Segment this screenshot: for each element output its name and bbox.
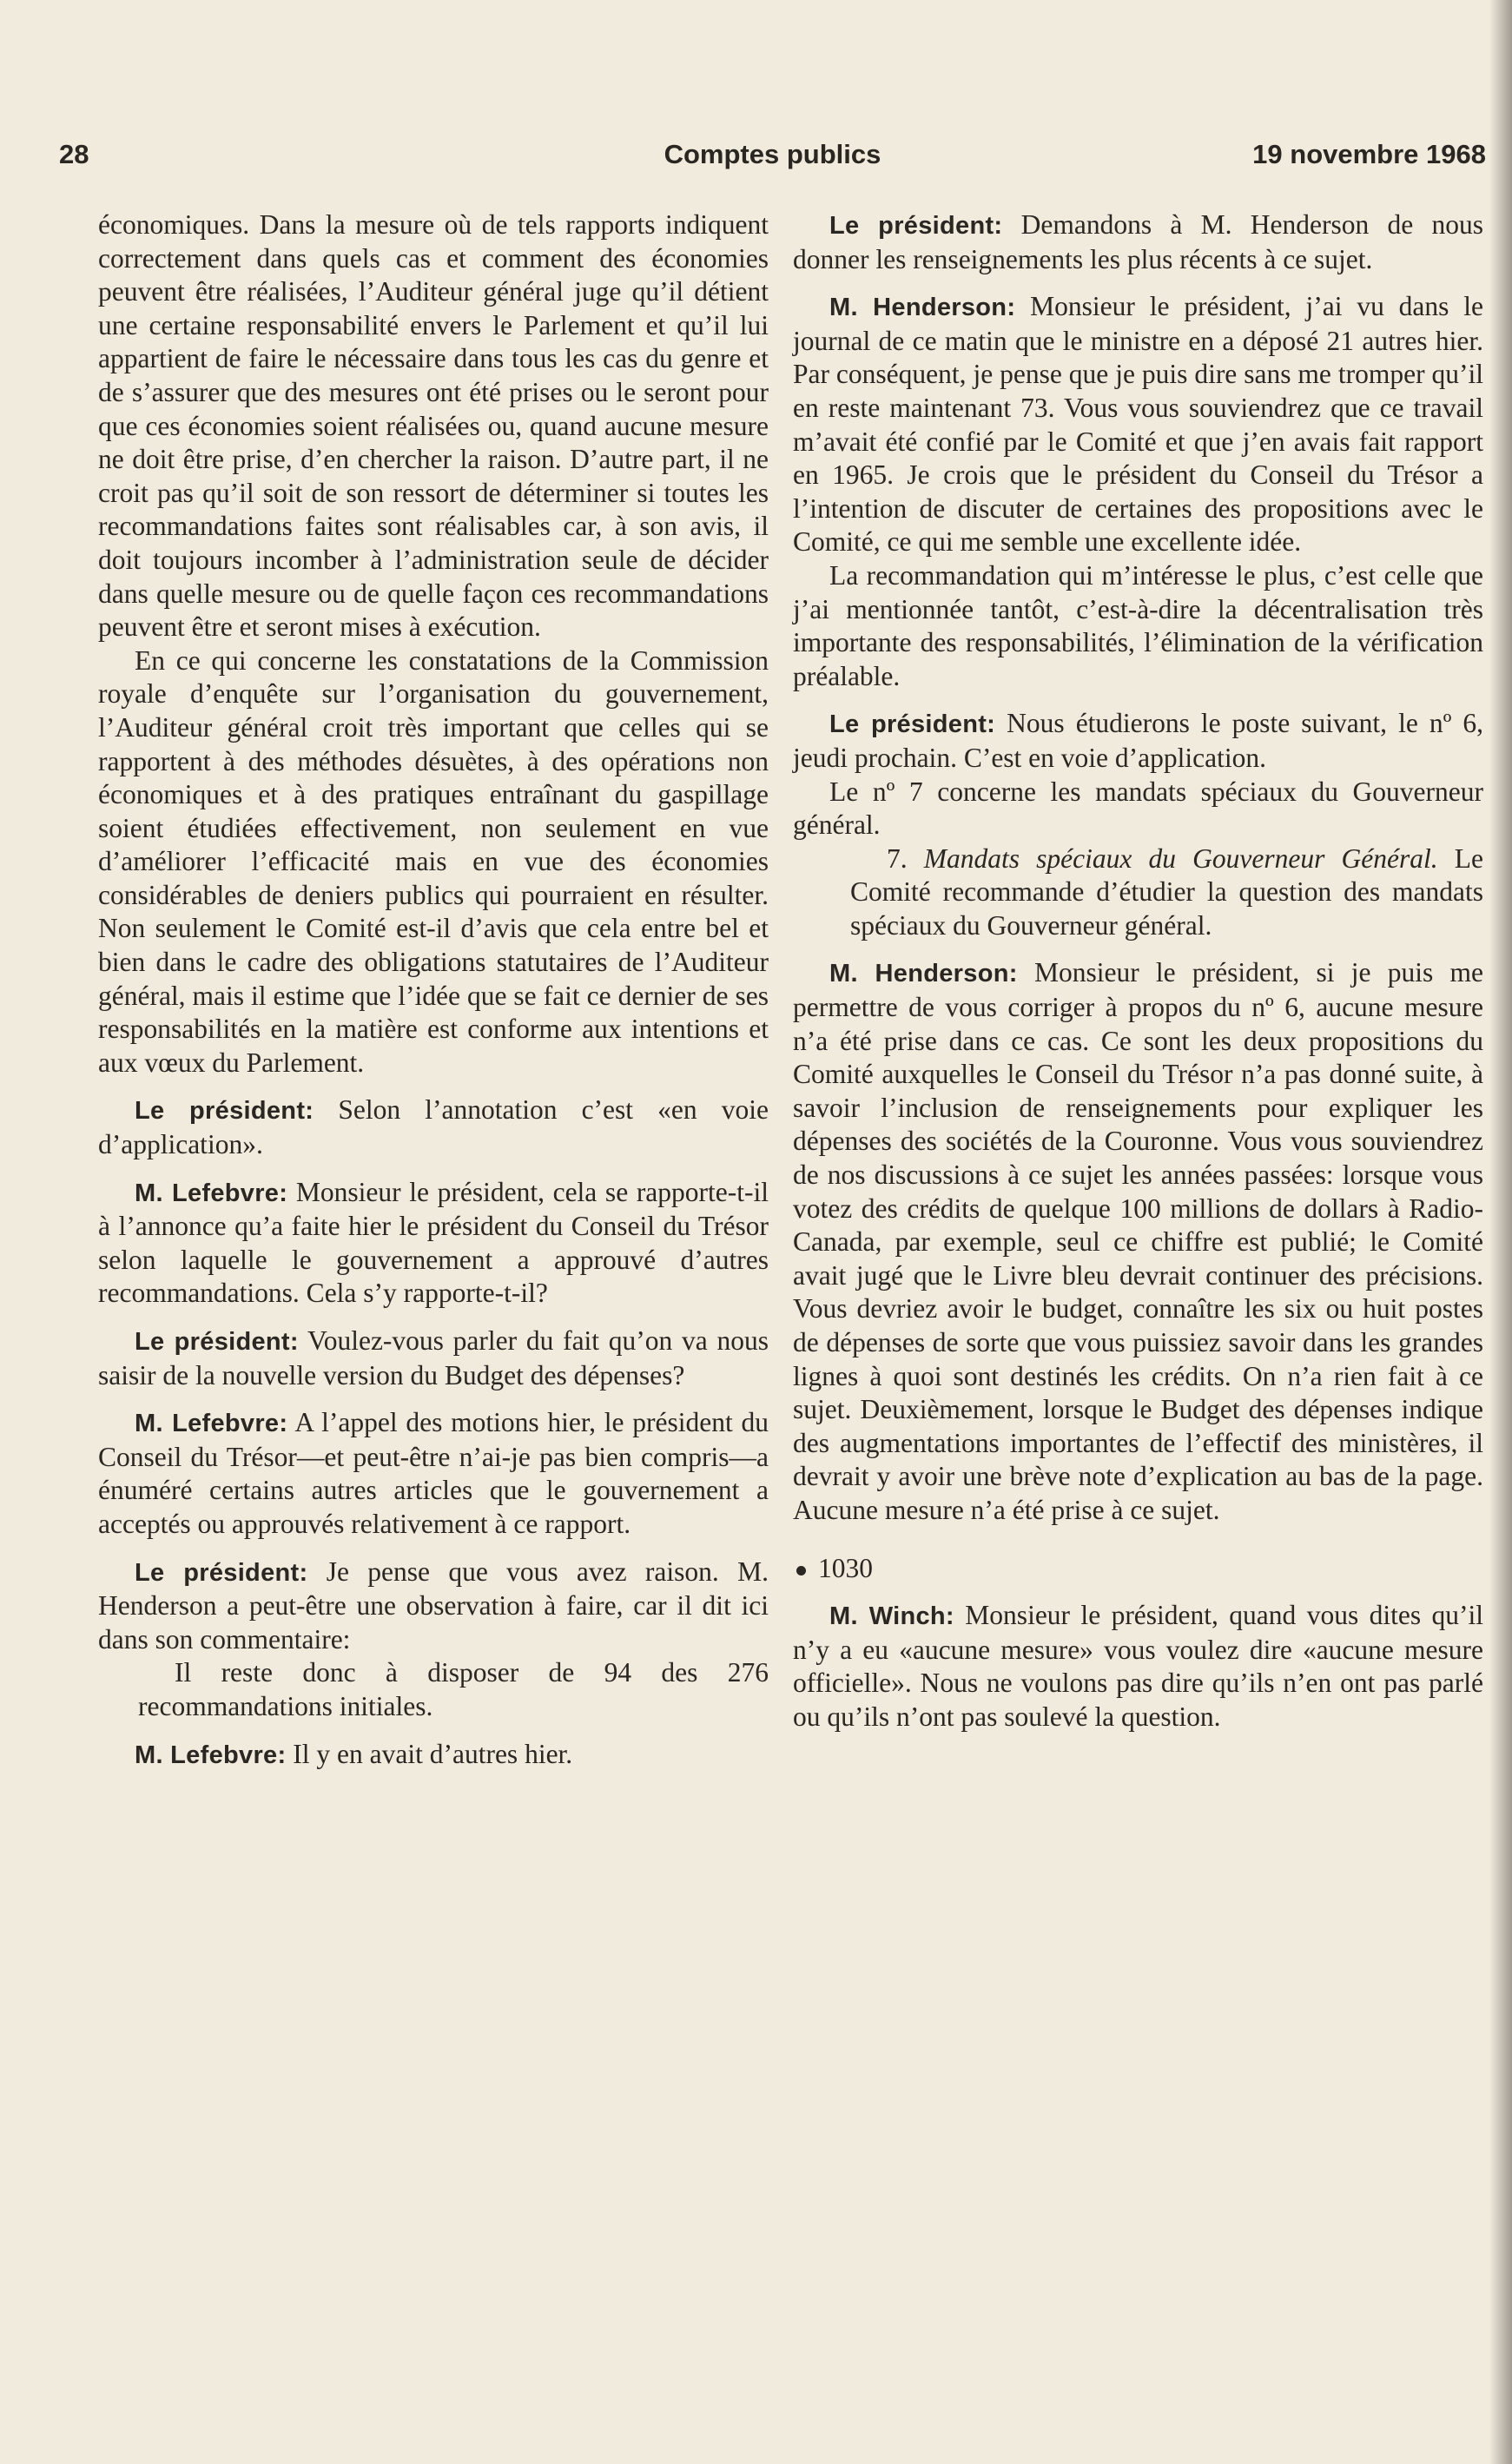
speech-text: Je pense que vous avez raison. M. Henderson a peut-être une observation à faire, car il dit ici dans son commentaire: <box>98 1556 769 1655</box>
speech-text: Demandons à M. Henderson de nous donner les renseignements les plus récents à ce sujet. <box>793 209 1483 274</box>
speaker-name: M. Lefebvre: <box>135 1410 288 1438</box>
recommendation-title: Mandats spéciaux du Gouverneur Général. <box>923 842 1438 874</box>
speech <box>98 1556 769 1657</box>
speech <box>793 707 1483 775</box>
speech <box>793 1599 1483 1734</box>
recommendation-quote <box>850 842 1483 943</box>
block-quote: Il reste donc à disposer de 94 des 276 recommandations initiales. <box>138 1657 769 1721</box>
speech-text: Monsieur le président, si je puis me permettre de vous corriger à propos du nº 6, aucune mesure n’a été prise dans ce cas. Ce sont les deux propositions du Comité auxquelles le Conseil du Trésor n’a pas donné suite, à savoir l’inclusion de renseignements pour expliquer les dépenses des sociétés de la Couronne. Vous vous souviendrez de nos discussions à ce sujet les années passées: lorsque vous votez des crédits de quelque 100 millions de dollars à Radio-Canada, par exemple, seul ce chiffre est publié; le Comité avait jugé que le Livre bleu devrait continuer des précisions. Vous devriez avoir le budget, connaître les six ou huit postes de dépenses de sorte que vous puissiez savoir dans les grandes lignes à quoi sont destinés les crédits. On n’a rien fait à ce sujet. Deuxièmement, lorsque le Budget des dépenses indique des augmentations importantes de l’effectif des ministères, il devrait y avoir une brève note d’explication au bas de la page. Aucune mesure n’a été prise à ce sujet. <box>793 957 1483 1525</box>
speaker-name: M. Lefebvre: <box>135 1741 287 1769</box>
speech-text: Monsieur le président, j’ai vu dans le journal de ce matin que le ministre en a déposé 21 autres hier. Par conséquent, je pense que je puis dire sans me tromper qu’il en reste maintenant 73. Vous vous souviendrez que ce travail m’avait été confié par le Comité et que j’en avais fait rapport en 1965. Je crois que le président du Conseil du Trésor a l’intention de discuter de certaines des propositions avec le Comité, ce qui me semble une excellente idée. <box>793 291 1483 558</box>
bullet-icon <box>796 1566 806 1576</box>
binding-shadow <box>1489 0 1512 2464</box>
time-marker-text: 1030 <box>818 1552 873 1583</box>
paragraph: En ce qui concerne les constatations de la Commission royale d’enquête sur l’organisation du gouvernement, l’Auditeur général croit très important que celles qui se rapportent à des méthodes désuètes, à des opérations non économiques et à des pratiques entraînant du gaspillage soient étudiées effectivement, non seulement en vue d’améliorer l’efficacité mais en vue des économies considérables de deniers publics qui pourraient en résulter. Non seulement le Comité est-il d’avis que cela entre bel et bien dans le cadre des obligations statutaires de l’Auditeur général, mais il estime que l’idée que se fait ce dernier de ses responsabilités en la matière est conforme aux intentions et aux vœux du Parlement. <box>98 644 769 1078</box>
speech <box>98 1406 769 1541</box>
header-date: 19 novembre 1968 <box>1252 139 1486 169</box>
right-column <box>793 208 1483 1734</box>
speech <box>98 1324 769 1392</box>
page-number: 28 <box>59 139 89 169</box>
speech-text: A l’appel des motions hier, le président du Conseil du Trésor—et peut-être n’ai-je pas bien compris—a énuméré certains autres articles que le gouvernement a acceptés ou approuvés relativement à ce rapport. <box>98 1407 769 1539</box>
speaker-name: M. Lefebvre: <box>135 1179 288 1207</box>
speech-text: Nous étudierons le poste suivant, le nº 6, jeudi prochain. C’est en voie d’application. <box>793 708 1483 773</box>
paragraph: économiques. Dans la mesure où de tels rapports indiquent correctement dans quels cas et comment des économies peuvent être réalisées, l’Auditeur général juge qu’il détient une certaine responsabilité envers le Parlement et qu’il lui appartient de faire le nécessaire dans tous les cas du genre et de s’assurer que des mesures ont été prises ou le seront pour que ces économies soient réalisées ou, quand aucune mesure ne doit être prise, d’en chercher la raison. D’autre part, il ne croit pas qu’il soit de son ressort de déterminer si toutes les recommandations faites sont réalisables car, à son avis, il doit toujours incomber à l’administration seule de décider dans quelle mesure ou de quelle façon ces recommandations peuvent être et seront mises à exécution. <box>98 209 769 643</box>
speech-text: Selon l’annotation c’est «en voie d’application». <box>98 1094 769 1160</box>
speech <box>98 1738 769 1773</box>
speaker-name: Le président: <box>135 1097 314 1126</box>
left-column <box>98 208 769 1772</box>
recommendation-text: Le Comité recommande d’étudier la question des mandats spéciaux du Gouverneur général. <box>850 842 1484 941</box>
paragraph: La recommandation qui m’intéresse le plus, c’est celle que j’ai mentionnée tantôt, c’est-à-dire la décentralisation très importante des responsabilités, l’élimination de la vérification préalable. <box>793 559 1483 691</box>
running-title: Comptes publics <box>664 139 881 169</box>
speech <box>793 208 1483 276</box>
paragraph: Le nº 7 concerne les mandats spéciaux du Gouverneur général. <box>793 776 1483 841</box>
speaker-name: M. Henderson: <box>829 960 1018 988</box>
speaker-name: Le président: <box>135 1558 308 1587</box>
time-marker <box>793 1552 1483 1586</box>
speaker-name: M. Winch: <box>829 1602 954 1631</box>
speech <box>793 956 1483 1527</box>
speech-text: Il y en avait d’autres hier. <box>293 1738 573 1769</box>
speech-text: Monsieur le président, cela se rapporte-t-il à l’annonce qu’a faite hier le président du Conseil du Trésor selon laquelle le gouvernement a approuvé d’autres recommandations. Cela s’y rapporte-t-il? <box>98 1176 769 1309</box>
speech <box>98 1176 769 1311</box>
speaker-name: Le président: <box>829 212 1003 240</box>
speaker-name: Le président: <box>829 710 996 739</box>
recommendation-number: 7. <box>887 842 908 874</box>
speech-text: Voulez-vous parler du fait qu’on va nous saisir de la nouvelle version du Budget des dépenses? <box>98 1325 769 1391</box>
speaker-name: Le président: <box>135 1328 299 1356</box>
speech-text: Monsieur le président, quand vous dites qu’il n’y a eu «aucune mesure» vous voulez dire «aucune mesure officielle». Nous ne voulons pas dire qu’ils n’en ont pas parlé ou qu’ils n’ont pas soulevé la question. <box>793 1600 1483 1732</box>
page-header <box>59 139 1486 174</box>
speech <box>793 290 1483 559</box>
speech <box>98 1093 769 1161</box>
speaker-name: M. Henderson: <box>829 294 1016 322</box>
